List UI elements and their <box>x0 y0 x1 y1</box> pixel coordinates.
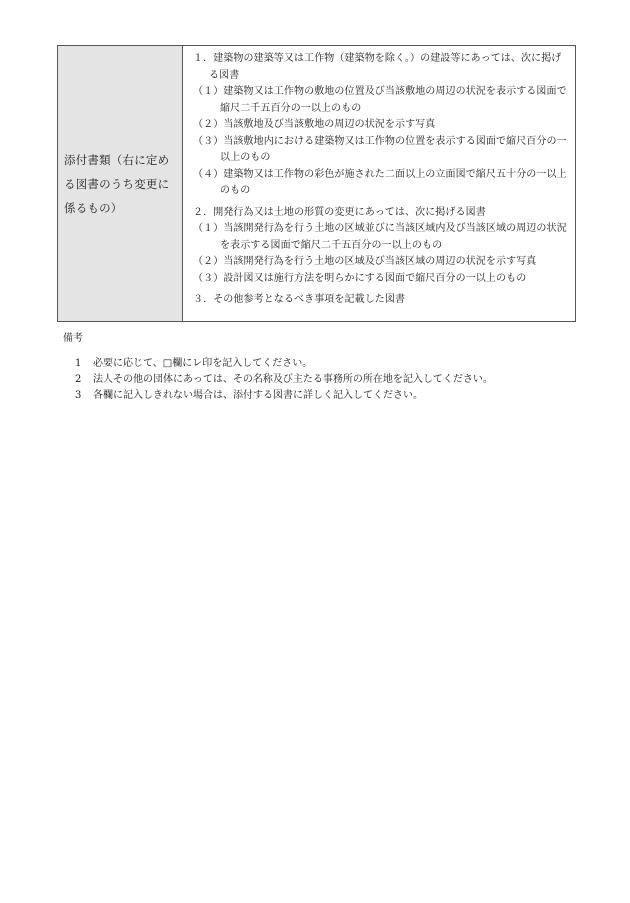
section-1-item: （２）当該敷地及び当該敷地の周辺の状況を示す写真 <box>193 119 436 130</box>
attachments-table <box>57 45 576 322</box>
remarks-section <box>63 330 583 404</box>
attachments-label: 添付書類（右に定める図書のうち変更に係るもの） <box>64 152 170 215</box>
section-1-item: （４）建築物又は工作物の彩色が施された二面以上の立面図で縮尺五十分の一以上のもの <box>193 168 567 196</box>
remark-number: 2 <box>75 374 82 385</box>
section-1-item: （１）建築物又は工作物の敷地の位置及び当該敷地の周辺の状況を表示する図面で縮尺二千五百分の一以上のもの <box>193 86 567 114</box>
remark-text: 各欄に記入しきれない場合は、添付する図書に詳しく記入してください。 <box>93 390 423 401</box>
section-2-item: （１）当該開発行為を行う土地の区域並びに当該区域内及び当該区域の周辺の状況を表示する図面で縮尺二千五百分の一以上のもの <box>193 223 567 251</box>
attachments-label-cell <box>58 46 183 321</box>
section-2-item: （２）当該開発行為を行う土地の区域及び当該区域の周辺の状況を示す写真 <box>193 256 537 267</box>
section-1-item: （３）当該敷地内における建築物又は工作物の位置を表示する図面で縮尺百分の一以上のもの <box>193 135 567 163</box>
remark-number: 3 <box>75 390 82 401</box>
remark-text: 法人その他の団体にあっては、その名称及び主たる事務所の所在地を記入してください。 <box>93 374 493 385</box>
section-2-heading: ２．開発行為又は土地の形質の変更にあっては、次に掲げる図書 <box>193 206 486 218</box>
remark-item <box>63 388 583 404</box>
remark-item <box>63 372 583 388</box>
remark-item <box>63 356 583 372</box>
remark-number: 1 <box>75 358 82 369</box>
section-3-heading: ３．その他参考となるべき事項を記載した図書 <box>193 294 406 305</box>
attachments-content-cell <box>183 46 575 321</box>
section-1-heading: １．建築物の建築等又は工作物（建築物を除く。）の建設等にあっては、次に掲げる図書 <box>193 53 562 81</box>
remarks-title: 備考 <box>63 333 83 344</box>
section-2-item: （３）設計図又は施行方法を明らかにする図面で縮尺百分の一以上のもの <box>193 272 527 284</box>
remark-text: 必要に応じて、□欄にレ印を記入してください。 <box>93 358 313 369</box>
